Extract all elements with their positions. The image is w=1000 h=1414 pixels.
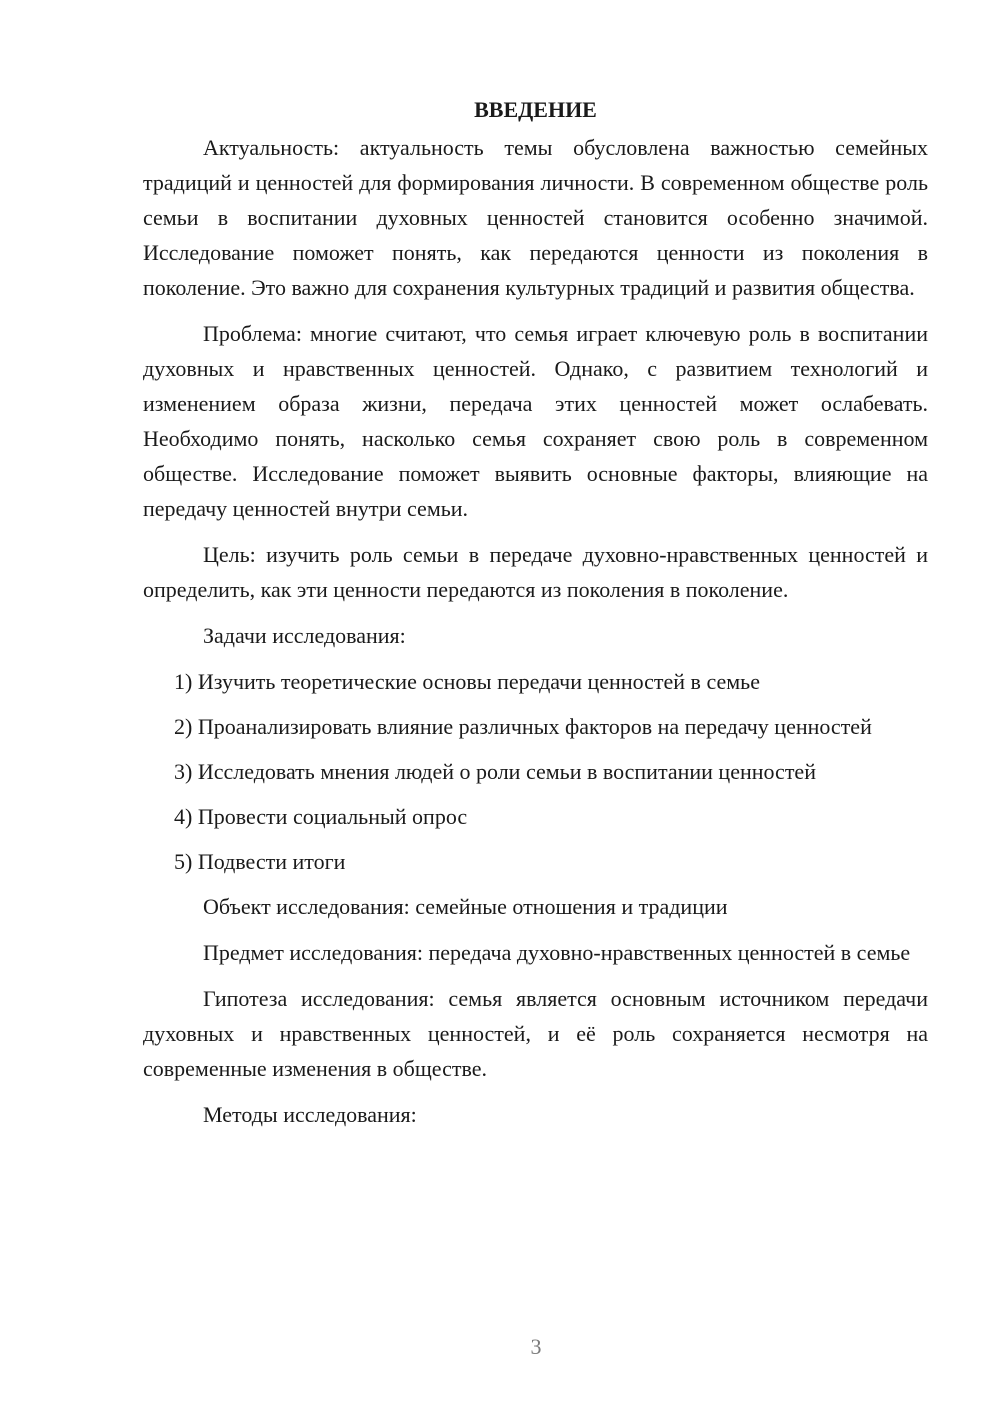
paragraph-problem: Проблема: многие считают, что семья играет ключевую роль в воспитании духовных и нравственных ценностей. Однако, с развитием технологий и изменением образа жизни, передача этих ценностей может ослабевать. Необходимо понять, насколько семья сохраняет свою роль в современном обществе. Исследование поможет выявить основные факторы, влияющие на передачу ценностей внутри семьи. bbox=[143, 321, 928, 521]
task-item: 3) Исследовать мнения людей о роли семьи в воспитании ценностей bbox=[174, 759, 816, 784]
paragraph-hypothesis: Гипотеза исследования: семья является основным источником передачи духовных и нравственных ценностей, и её роль сохраняется несмотря на современные изменения в обществе. bbox=[143, 986, 928, 1081]
page-title: ВВЕДЕНИЕ bbox=[474, 97, 597, 122]
page-number: 3 bbox=[530, 1334, 542, 1359]
document-page bbox=[143, 92, 928, 1143]
paragraph-goal: Цель: изучить роль семьи в передаче духовно-нравственных ценностей и определить, как эти ценности передаются из поколения в поколение. bbox=[143, 542, 928, 602]
paragraph-relevance: Актуальность: актуальность темы обусловлена важностью семейных традиций и ценностей для формирования личности. В современном обществе роль семьи в воспитании духовных ценностей становится особенно значимой. Исследование поможет понять, как передаются ценности из поколения в поколение. Это важно для сохранения культурных традиций и развития общества. bbox=[143, 135, 928, 300]
paragraph-tasks-heading: Задачи исследования: bbox=[203, 623, 406, 648]
paragraph-object: Объект исследования: семейные отношения и традиции bbox=[203, 894, 728, 919]
task-item: 1) Изучить теоретические основы передачи ценностей в семье bbox=[174, 669, 760, 694]
task-item: 2) Проанализировать влияние различных факторов на передачу ценностей bbox=[174, 714, 872, 739]
task-item: 5) Подвести итоги bbox=[174, 849, 346, 874]
paragraph-methods: Методы исследования: bbox=[203, 1102, 417, 1127]
task-item: 4) Провести социальный опрос bbox=[174, 804, 468, 829]
paragraph-subject: Предмет исследования: передача духовно-нравственных ценностей в семье bbox=[203, 940, 911, 965]
